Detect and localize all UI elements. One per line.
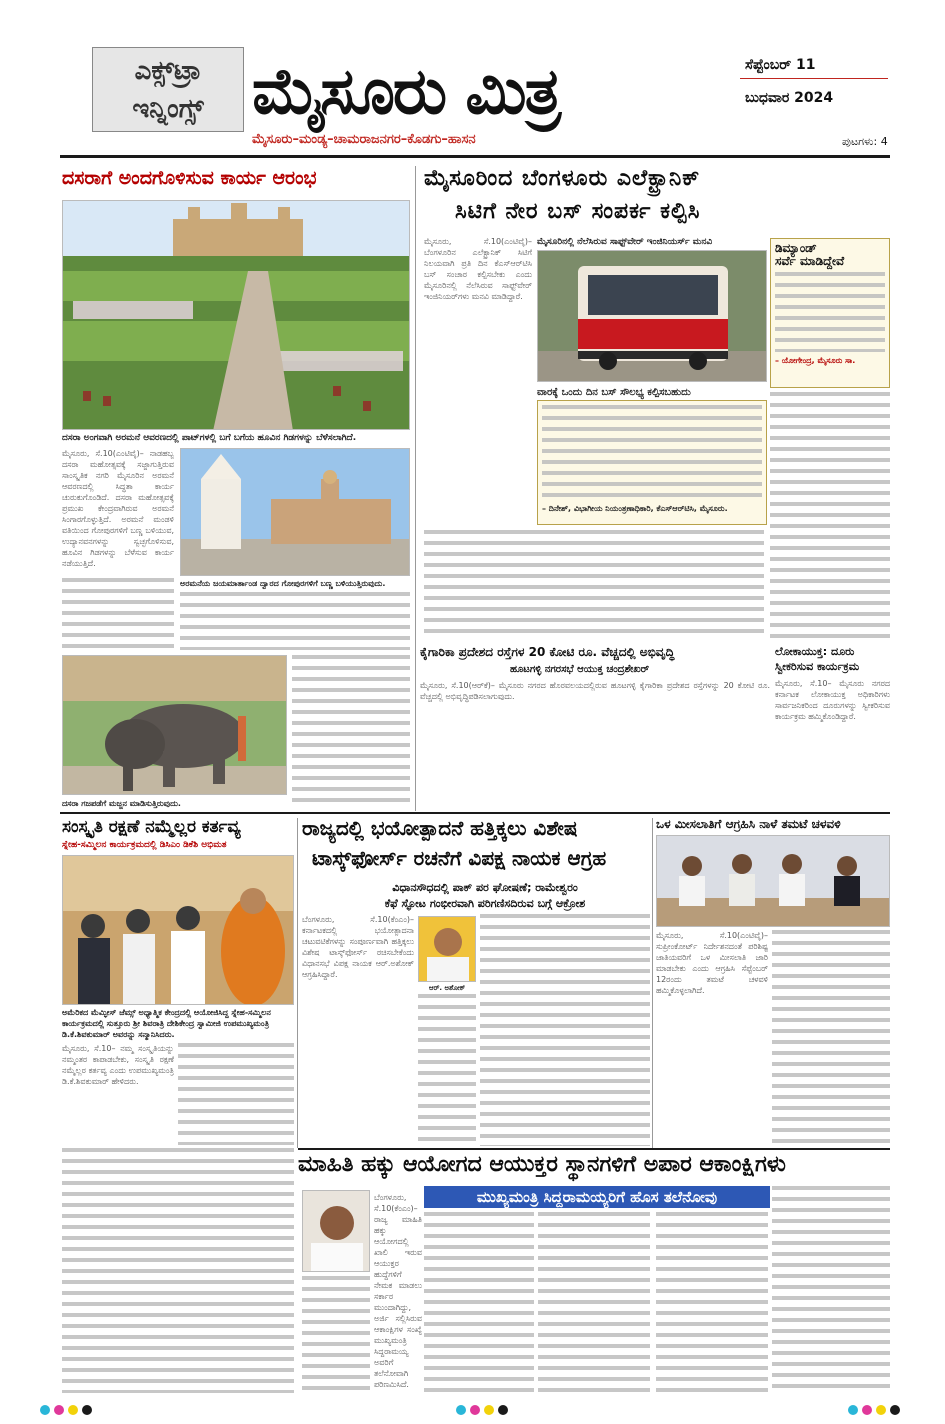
demand-box-author: – ಯೋಗೇಂದ್ರ, ಮೈಸೂರು ಸಾ.	[775, 356, 856, 366]
demand-box-text	[775, 272, 885, 352]
hotel-subhead: ಹೂಟಗಳ್ಳಿ ನಗರಸಭೆ ಆಯುಕ್ತ ಚಂದ್ರಶೇಖರ್	[510, 664, 650, 675]
registration-dot	[54, 1405, 64, 1415]
terror-portrait	[418, 916, 476, 982]
rti-body-col4	[538, 1212, 650, 1394]
region-line: ಮೈಸೂರು–ಮಂಡ್ಯ–ಚಾಮರಾಜನಗರ–ಕೊಡಗು–ಹಾಸನ	[252, 132, 476, 147]
rti-portrait	[302, 1190, 370, 1272]
bus-photo	[537, 250, 767, 382]
terror-body-col2	[418, 994, 476, 1144]
rti-body-col3	[424, 1212, 534, 1394]
lokayukta-body: ಮೈಸೂರು, ಸೆ.10– ಮೈಸೂರು ನಗರದ ಕರ್ನಾಟಕ ಲೋಕಾಯುಕ್ತ ಅಧಿಕಾರಿಗಳು ಸಾರ್ವಜನಿಕರಿಂದ ದೂರುಗಳನ್ನು ಸ್ವೀಕರಿಸುವ ಕಾರ್ಯಕ್ರಮ ಹಮ್ಮಿಕೊಂಡಿದ್ದಾರೆ.	[775, 679, 890, 721]
registration-dot	[484, 1405, 494, 1415]
registration-dot	[470, 1405, 480, 1415]
terror-subhead-1: ವಿಧಾನಸೌಧದಲ್ಲಿ ಪಾಕ್ ಪರ ಘೋಷಣೆ; ರಾಮೇಶ್ವರಂ	[392, 881, 578, 894]
salary-headline: ಒಳ ಮೀಸಲಾತಿಗೆ ಆಗ್ರಹಿಸಿ ನಾಳೆ ತಮಟೆ ಚಳವಳಿ	[656, 817, 841, 831]
salary-photo	[656, 835, 890, 927]
culture-headline: ಸಂಸ್ಕೃತಿ ರಕ್ಷಣೆ ನಮ್ಮೆಲ್ಲರ ಕರ್ತವ್ಯ	[62, 817, 241, 837]
page-count: ಪುಟಗಳು: 4	[842, 135, 888, 148]
registration-dot	[890, 1405, 900, 1415]
salary-body-col2	[772, 930, 890, 1146]
lokayukta-headline-1: ಲೋಕಾಯುಕ್ತ: ದೂರು	[775, 645, 855, 658]
culture-body-cont	[62, 1148, 294, 1393]
supplement-line1: ಎಕ್ಸ್‌ಟ್ರಾ	[134, 55, 202, 86]
rti-body-col5	[656, 1212, 768, 1394]
bus-caption: ವಾರಕ್ಕೆ ಒಂದು ದಿನ ಬಸ್ ಸೌಲಭ್ಯ ಕಲ್ಪಿಸಬಹುದು	[537, 387, 691, 398]
registration-marks-center	[456, 1405, 508, 1415]
bus-quote-box	[537, 400, 767, 525]
registration-dot	[848, 1405, 858, 1415]
hotel-headline: ಕೈಗಾರಿಕಾ ಪ್ರದೇಶದ ರಸ್ತೆಗಳ 20 ಕೋಟಿ ರೂ. ವೆಚ್ಚದಲ್ಲಿ ಅಭಿವೃದ್ಧಿ	[420, 645, 675, 659]
registration-dot	[498, 1405, 508, 1415]
terror-subhead-2: ಕೆಫೆ ಸ್ಫೋಟ ಗಂಭೀರವಾಗಿ ಪರಿಗಣಿಸದಿರುವ ಬಗ್ಗೆ ಆಕ್ರೋಶ	[384, 897, 586, 910]
culture-body-col2	[178, 1043, 294, 1145]
rti-banner: ಮುಖ್ಯಮಂತ್ರಿ ಸಿದ್ದರಾಮಯ್ಯರಿಗೆ ಹೊಸ ತಲೆನೋವು	[424, 1186, 770, 1208]
dasara-body-col3	[292, 655, 410, 807]
registration-dot	[68, 1405, 78, 1415]
registration-dot	[876, 1405, 886, 1415]
supplement-badge	[92, 47, 244, 132]
bus-headline-2: ಸಿಟಿಗೆ ನೇರ ಬಸ್ ಸಂಪರ್ಕ ಕಲ್ಪಿಸಿ	[455, 199, 701, 224]
registration-marks-left	[40, 1405, 92, 1415]
hotel-body: ಮೈಸೂರು, ಸೆ.10(ಆರ್‌ಕೆ)– ಮೈಸೂರು ನಗರದ ಹೊರವಲಯದಲ್ಲಿರುವ ಹೂಟಗಳ್ಳಿ ಕೈಗಾರಿಕಾ ಪ್ರದೇಶದ ರಸ್ತೆಗಳನ್ನು 20 ಕೋಟಿ ರೂ. ವೆಚ್ಚದಲ್ಲಿ ಅಭಿವೃದ್ಧಿಪಡಿಸಲಾಗುವುದು.	[420, 681, 770, 701]
rti-headline: ಮಾಹಿತಿ ಹಕ್ಕು ಆಯೋಗದ ಆಯುಕ್ತರ ಸ್ಥಾನಗಳಿಗೆ ಅಪಾರ ಆಕಾಂಕ್ಷಿಗಳು	[298, 1152, 786, 1177]
demand-survey-box	[770, 238, 890, 388]
bus-body: ಮೈಸೂರು, ಸೆ.10(ಎಂಟಿವೈ)– ಬೆಂಗಳೂರಿನ ಎಲೆಕ್ಟ್ರಾನಿಕ್ ಸಿಟಿಗೆ ನಿಲಯವಾಗಿ ಪ್ರತಿ ದಿನ ಕೆಎಸ್‌ಆರ್‌ಟಿಸಿ ಬಸ್ ಸಂಚಾರ ಕಲ್ಪಿಸಬೇಕು ಎಂದು ಮೈಸೂರಿನಲ್ಲಿ ನೆಲೆಸಿರುವ ಸಾಫ್ಟ್‌ವೇರ್ ಇಂಜಿನಿಯರ್‌ಗಳು ಮನವಿ ಮಾಡಿದ್ದಾರೆ.	[424, 237, 532, 301]
date-divider	[740, 78, 888, 79]
bus-body-col3	[770, 392, 890, 642]
dasara-caption-1: ದಸರಾ ಅಂಗವಾಗಿ ಅರಮನೆ ಆವರಣದಲ್ಲಿ ಪಾಟ್‌ಗಳಲ್ಲಿ ಬಗೆ ಬಗೆಯ ಹೂವಿನ ಗಿಡಗಳನ್ನು ಬೆಳೆಸಲಾಗಿದೆ.	[62, 433, 357, 443]
culture-body: ಮೈಸೂರು, ಸೆ.10– ನಮ್ಮ ಸಂಸ್ಕೃತಿಯನ್ನು ನಮ್ಮಂತರ ಕಾಪಾಡಬೇಕು, ಸಂಸ್ಕೃತಿ ರಕ್ಷಣೆ ನಮ್ಮೆಲ್ಲರ ಕರ್ತವ್ಯ ಎಂದು ಉಪಮುಖ್ಯಮಂತ್ರಿ ಡಿ.ಕೆ.ಶಿವಕುಮಾರ್ ಹೇಳಿದರು.	[62, 1044, 174, 1086]
lokayukta-headline-2: ಸ್ವೀಕರಿಸುವ ಕಾರ್ಯಕ್ರಮ	[775, 660, 860, 673]
terror-body-col3	[480, 914, 650, 1146]
dasara-elephant-photo	[62, 655, 287, 795]
rti-body-col1	[302, 1276, 370, 1394]
supplement-line2: ಇನ್ನಿಂಗ್ಸ್	[132, 93, 204, 124]
rti-body: ಬೆಂಗಳೂರು, ಸೆ.10(ಕೆಂಎಂ)– ರಾಜ್ಯ ಮಾಹಿತಿ ಹಕ್ಕು ಆಯೋಗದಲ್ಲಿ ಖಾಲಿ ಇರುವ ಆಯುಕ್ತರ ಹುದ್ದೆಗಳಿಗೆ ನೇಮಕ ಮಾಡಲು ಸರ್ಕಾರ ಮುಂದಾಗಿದ್ದು, ಅರ್ಜಿ ಸಲ್ಲಿಸಿರುವ ಆಕಾಂಕ್ಷಿಗಳ ಸಂಖ್ಯೆ ಮುಖ್ಯಮಂತ್ರಿ ಸಿದ್ದರಾಮಯ್ಯ ಅವರಿಗೆ ತಲೆನೋವಾಗಿ ಪರಿಣಮಿಸಿದೆ.	[374, 1193, 422, 1389]
rti-body-col6	[772, 1186, 890, 1394]
section-rule-2	[298, 1148, 890, 1150]
column-divider	[415, 166, 416, 811]
culture-caption: ಅಮೆರಿಕದ ಮೆಮ್ಫೀಸ್ ಜೆಮ್ಸ್ ಅಧ್ಯಾತ್ಮಿಕ ಕೇಂದ್ರದಲ್ಲಿ ಆಯೋಜಿಸಿದ್ದ ಸ್ನೇಹ-ಸಮ್ಮಿಲನ ಕಾರ್ಯಕ್ರಮದಲ್ಲಿ ಸುತ್ತೂರು ಶ್ರೀ ಶಿವರಾತ್ರಿ ದೇಶಿಕೇಂದ್ರ ಸ್ವಾಮೀಜಿ ಉಪಮುಖ್ಯಮಂತ್ರಿ ಡಿ.ಕೆ.ಶಿವಕುಮಾರ್ ಅವರನ್ನು ಸನ್ಮಾನಿಸಿದರು.	[62, 1008, 271, 1039]
terror-headline-1: ರಾಜ್ಯದಲ್ಲಿ ಭಯೋತ್ಪಾದನೆ ಹತ್ತಿಕ್ಕಲು ವಿಶೇಷ	[302, 816, 578, 840]
dasara-body-cont	[62, 578, 174, 650]
dasara-body: ಮೈಸೂರು, ಸೆ.10(ಎಂಟಿವೈ)– ನಾಡಹಬ್ಬ ದಸರಾ ಮಹೋತ್ಸವಕ್ಕೆ ಸಜ್ಜಾಗುತ್ತಿರುವ ಸಾಂಸ್ಕೃತಿಕ ನಗರಿ ಮೈಸೂರಿನ ಅರಮನೆ ಆವರಣದಲ್ಲಿ ಸಿದ್ಧತಾ ಕಾರ್ಯ ಚುರುಕುಗೊಂಡಿದೆ. ದಸರಾ ಮಹೋತ್ಸವಕ್ಕೆ ಪ್ರಮುಖ ಕೇಂದ್ರವಾಗಿರುವ ಅರಮನೆ ಸಿಂಗಾರಗೊಳ್ಳುತ್ತಿದೆ. ಅರಮನೆ ಮಂಡಳಿ ವತಿಯಿಂದ ಗೋಪುರಗಳಿಗೆ ಬಣ್ಣ ಬಳಿಯುವ, ಉದ್ಯಾನವನಗಳನ್ನು ಸ್ವಚ್ಛಗೊಳಿಸುವ, ಹೂವಿನ ಗಿಡಗಳನ್ನು ಬೆಳೆಸುವ ಕಾರ್ಯ ನಡೆಯುತ್ತಿದೆ.	[62, 449, 174, 568]
registration-dot	[40, 1405, 50, 1415]
terror-headline-2: ಟಾಸ್ಕ್‌ಫೋರ್ಸ್ ರಚನೆಗೆ ವಿಪಕ್ಷ ನಾಯಕ ಆಗ್ರಹ	[312, 846, 607, 870]
dasara-caption-2: ಅರಮನೆಯ ಜಯಮಾರ್ತಾಂಡ ದ್ವಾರದ ಗೋಪುರಗಳಿಗೆ ಬಣ್ಣ ಬಳಿಯುತ್ತಿರುವುದು.	[180, 579, 386, 588]
date-top: ಸೆಪ್ಟೆಂಬರ್ 11	[745, 57, 816, 73]
dasara-body-cont-2	[180, 592, 410, 650]
registration-dot	[456, 1405, 466, 1415]
salary-body: ಮೈಸೂರು, ಸೆ.10(ಎಂಟಿವೈ)– ಸುಪ್ರೀಂಕೋರ್ಟ್ ನಿರ್ದೇಶನದಂತೆ ಪರಿಶಿಷ್ಟ ಜಾತಿಯವರಿಗೆ ಒಳ ಮೀಸಲಾತಿ ಜಾರಿ ಮಾಡಬೇಕು ಎಂದು ಆಗ್ರಹಿಸಿ ಸೆಪ್ಟೆಂಬರ್ 12ರಂದು ತಮಟೆ ಚಳವಳಿ ಹಮ್ಮಿಕೊಳ್ಳಲಾಗಿದೆ.	[656, 931, 768, 995]
registration-marks-right	[848, 1405, 900, 1415]
demand-box-title-1: ಡಿಮ್ಯಾಂಡ್	[775, 241, 817, 255]
column-divider-2	[297, 818, 298, 1148]
dasara-gopura-photo	[180, 448, 410, 576]
bus-body-cont	[424, 530, 764, 640]
bus-quote-author: – ದಿನೇಶ್, ವಿಭಾಗೀಯ ನಿಯಂತ್ರಣಾಧಿಕಾರಿ, ಕೆಎಸ್‌ಆರ್‌ಟಿಸಿ, ಮೈಸೂರು.	[542, 504, 728, 513]
dasara-caption-3: ದಸರಾ ಗಜಪಡೆಗೆ ಮಜ್ಜನ ಮಾಡಿಸುತ್ತಿರುವುದು.	[62, 799, 181, 808]
date-bottom: ಬುಧವಾರ 2024	[745, 90, 834, 106]
masthead-rule	[60, 155, 890, 158]
section-rule-1	[60, 812, 890, 814]
terror-portrait-label: ಆರ್. ಅಶೋಕ್	[428, 984, 466, 992]
demand-box-title-2: ಸರ್ವೆ ಮಾಡಿದ್ದೇವೆ	[775, 254, 845, 269]
terror-body: ಬೆಂಗಳೂರು, ಸೆ.10(ಕೆಂಎಂ)– ಕರ್ನಾಟಕದಲ್ಲಿ ಭಯೋತ್ಪಾದನಾ ಚಟುವಟಿಕೆಗಳನ್ನು ಸಂಪೂರ್ಣವಾಗಿ ಹತ್ತಿಕ್ಕಲು ವಿಶೇಷ ಟಾಸ್ಕ್‌ಫೋರ್ಸ್ ರಚಿಸಬೇಕೆಂದು ವಿಧಾನಸಭೆ ವಿಪಕ್ಷ ನಾಯಕ ಆರ್.ಅಶೋಕ್ ಆಗ್ರಹಿಸಿದ್ದಾರೆ.	[302, 915, 414, 979]
paper-name: ಮೈಸೂರು ಮಿತ್ರ	[252, 54, 560, 129]
bus-photo-label: ಮೈಸೂರಿನಲ್ಲಿ ನೆಲೆಸಿರುವ ಸಾಫ್ಟ್‌ವೇರ್ ಇಂಜಿನಿಯರ್ಸ್ ಮನವಿ	[537, 237, 713, 247]
culture-subhead: ಸ್ನೇಹ-ಸಮ್ಮಿಲನ ಕಾರ್ಯಕ್ರಮದಲ್ಲಿ ಡಿಸಿಎಂ ಡಿಕೆಶಿ ಅಭಿಮತ	[62, 840, 227, 850]
registration-dot	[862, 1405, 872, 1415]
column-divider-3	[652, 818, 653, 1148]
dasara-flower-photo	[62, 200, 410, 430]
dasara-headline: ದಸರಾಗೆ ಅಂದಗೊಳಿಸುವ ಕಾರ್ಯ ಆರಂಭ	[62, 167, 317, 189]
bus-headline-1: ಮೈಸೂರಿಂದ ಬೆಂಗಳೂರು ಎಲೆಕ್ಟ್ರಾನಿಕ್	[424, 166, 701, 191]
culture-photo	[62, 855, 294, 1005]
registration-dot	[82, 1405, 92, 1415]
